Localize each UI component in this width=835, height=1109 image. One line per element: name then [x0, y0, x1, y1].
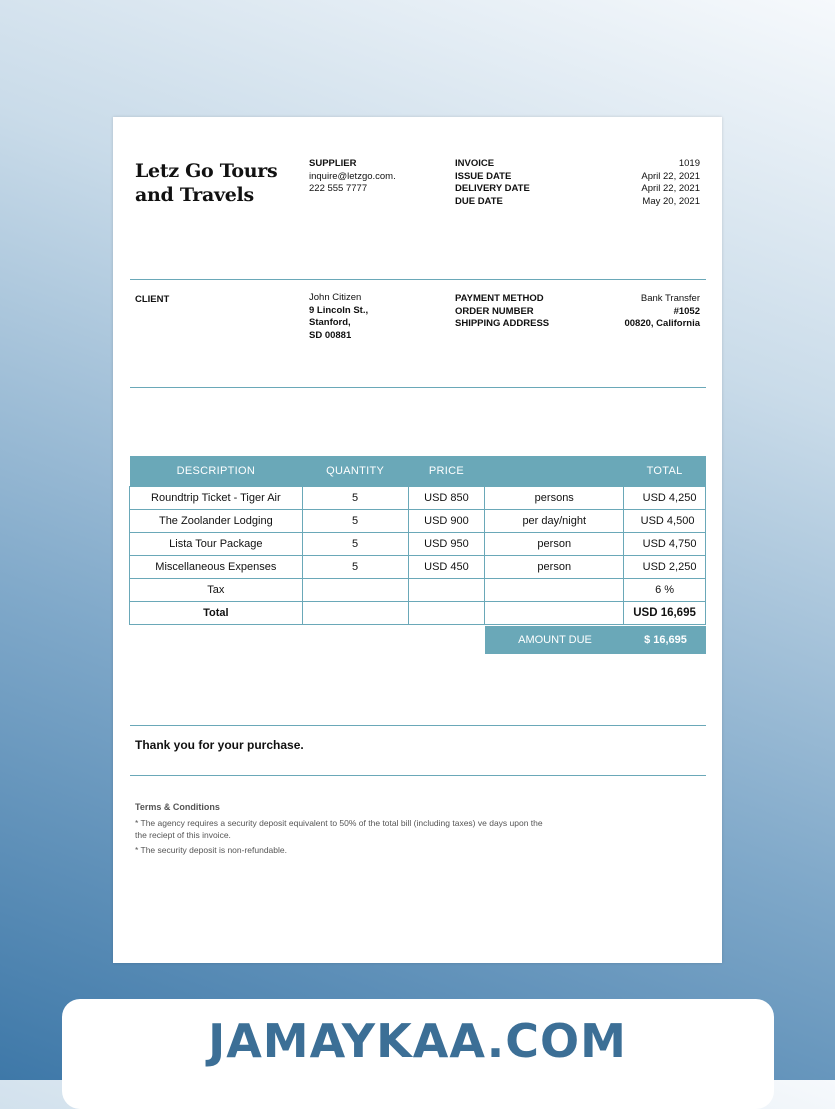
- invoice-page: [113, 117, 722, 963]
- total-label: Total: [130, 602, 303, 625]
- tax-value: 6 %: [624, 579, 706, 602]
- client-name: John Citizen: [309, 292, 362, 303]
- invoice-values: [573, 158, 700, 208]
- item-unit: person: [485, 556, 624, 579]
- item-quantity: 5: [302, 556, 408, 579]
- due-date-label: DUE DATE: [455, 195, 503, 207]
- delivery-date-label: DELIVERY DATE: [455, 183, 530, 194]
- supplier-block: [309, 158, 396, 196]
- order-number-label: ORDER NUMBER: [455, 305, 534, 317]
- amount-due-label: AMOUNT DUE: [518, 634, 592, 646]
- item-price: USD 900: [408, 510, 485, 533]
- table-row: [130, 556, 706, 579]
- column-header: DESCRIPTION: [130, 456, 303, 487]
- item-unit: persons: [485, 487, 624, 510]
- table-row: [130, 510, 706, 533]
- watermark-text: JAMAYKAA.COM: [208, 1014, 627, 1068]
- terms-line: * The agency requires a security deposit equivalent to 50% of the total bill (including taxes) ve days upon the: [135, 818, 543, 828]
- item-description: Roundtrip Ticket - Tiger Air: [130, 487, 303, 510]
- item-total: USD 2,250: [624, 556, 706, 579]
- item-description: Lista Tour Package: [130, 533, 303, 556]
- tax-label: Tax: [130, 579, 303, 602]
- column-header: [485, 456, 624, 487]
- shipping-address-label: SHIPPING ADDRESS: [455, 318, 550, 329]
- client-city: Stanford,: [309, 317, 351, 328]
- divider: [130, 279, 706, 280]
- item-description: Miscellaneous Expenses: [130, 556, 303, 579]
- company-name: Letz Go Tours and Travels: [135, 160, 278, 206]
- invoice-labels: [455, 158, 530, 208]
- item-description: The Zoolander Lodging: [130, 510, 303, 533]
- item-quantity: 5: [302, 487, 408, 510]
- delivery-date: April 22, 2021: [641, 183, 700, 194]
- amount-due-box: [485, 626, 706, 654]
- issue-date: April 22, 2021: [641, 170, 700, 182]
- supplier-label: SUPPLIER: [309, 158, 357, 169]
- item-price: USD 850: [408, 487, 485, 510]
- invoice-label: INVOICE: [455, 158, 495, 169]
- client-address: [309, 292, 368, 342]
- column-header: TOTAL: [624, 456, 706, 487]
- table-header-row: [130, 456, 706, 487]
- terms-line: * The security deposit is non-refundable.: [135, 845, 287, 855]
- due-date: May 20, 2021: [642, 195, 700, 207]
- table-row: [130, 487, 706, 510]
- table-row: [130, 533, 706, 556]
- item-unit: per day/night: [485, 510, 624, 533]
- total-value: USD 16,695: [624, 602, 706, 625]
- line-items-table: [129, 456, 706, 625]
- divider: [130, 387, 706, 388]
- amount-due-value: $ 16,695: [644, 634, 687, 646]
- divider: [130, 725, 706, 726]
- column-header: PRICE: [408, 456, 485, 487]
- item-quantity: 5: [302, 533, 408, 556]
- item-price: USD 450: [408, 556, 485, 579]
- thank-you-note: Thank you for your purchase.: [135, 738, 304, 752]
- issue-date-label: ISSUE DATE: [455, 170, 512, 182]
- item-unit: person: [485, 533, 624, 556]
- client-street: 9 Lincoln St.,: [309, 304, 369, 316]
- payment-method: Bank Transfer: [640, 293, 700, 304]
- item-price: USD 950: [408, 533, 485, 556]
- shipping-address: 00820, California: [624, 318, 700, 329]
- item-total: USD 4,750: [624, 533, 706, 556]
- invoice-number: 1019: [678, 158, 700, 169]
- order-number: #1052: [673, 305, 700, 317]
- item-quantity: 5: [302, 510, 408, 533]
- payment-method-label: PAYMENT METHOD: [455, 293, 544, 304]
- column-header: QUANTITY: [302, 456, 408, 487]
- client-zip: SD 00881: [309, 329, 352, 341]
- supplier-email: inquire@letzgo.com.: [309, 170, 396, 182]
- payment-labels: [455, 293, 549, 331]
- terms-title: Terms & Conditions: [135, 802, 220, 812]
- item-total: USD 4,250: [624, 487, 706, 510]
- payment-values: [573, 293, 700, 331]
- terms-line: the reciept of this invoice.: [135, 830, 231, 840]
- total-row: [130, 602, 706, 625]
- item-total: USD 4,500: [624, 510, 706, 533]
- divider: [130, 775, 706, 776]
- client-label: CLIENT: [135, 294, 170, 305]
- supplier-phone: 222 555 7777: [309, 183, 368, 194]
- tax-row: [130, 579, 706, 602]
